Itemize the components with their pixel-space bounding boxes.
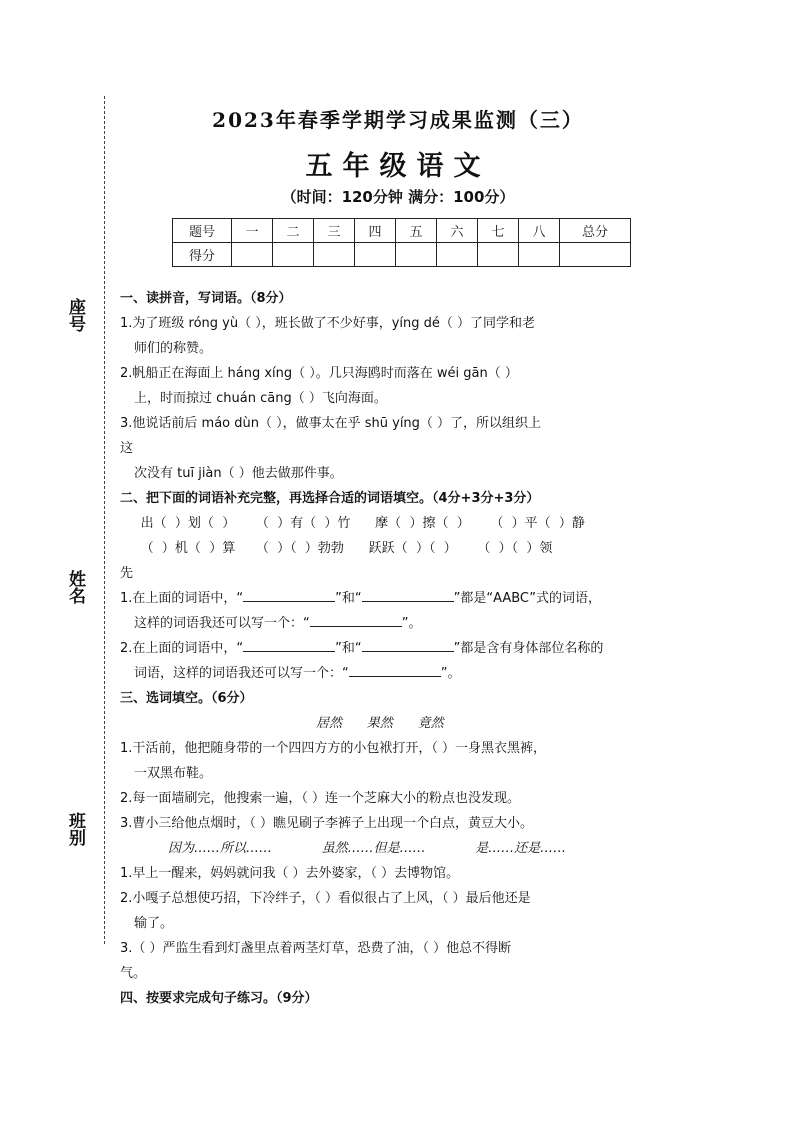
binding-dashed-line xyxy=(104,96,105,944)
score-table-cell: 二 xyxy=(273,219,314,243)
question-text xyxy=(120,611,676,636)
score-row-label: 得分 xyxy=(173,243,232,267)
score-table-cell: 七 xyxy=(478,219,519,243)
question-text: 2.帆船正在海面上 háng xíng（ ）。几只海鸥时而落在 wéi gān（ ） xyxy=(120,366,518,381)
question-text-part: ”。 xyxy=(440,666,461,681)
idiom-row-wrap: 先 xyxy=(120,566,134,581)
seat-number-label: 座号 xyxy=(65,298,85,332)
score-table-cell: 四 xyxy=(355,219,396,243)
class-label: 班别 xyxy=(65,812,85,846)
score-table-cell: 三 xyxy=(314,219,355,243)
question-text-part: ”和“ xyxy=(335,641,362,656)
section-2-title: 二、把下面的词语补充完整，再选择合适的词语填空。（4分+3分+3分） xyxy=(120,491,540,506)
answer-blank[interactable] xyxy=(243,637,335,652)
question-text: 1.早上一醒来，妈妈就问我（ ）去外婆家，（ ）去博物馆。 xyxy=(120,866,460,881)
question-text xyxy=(120,661,676,686)
section-4-title: 四、按要求完成句子练习。（9分） xyxy=(120,991,318,1006)
exam-meta: （时间：120分钟 满分：100分） xyxy=(281,188,515,206)
question-text-part: 这样的词语我还可以写一个：“ xyxy=(134,616,310,631)
score-table-header-row xyxy=(173,219,631,243)
question-text: 上，时而掠过 chuán cāng（ ）飞向海面。 xyxy=(134,391,387,406)
section-3-title: 三、选词填空。（6分） xyxy=(120,691,253,706)
idiom-row: 出（ ）划（ ） （ ）有（ ）竹 摩（ ）擦（ ） （ ）平（ ）静 xyxy=(120,516,585,531)
question-text-part: 词语，这样的词语我还可以写一个：“ xyxy=(134,666,349,681)
answer-blank[interactable] xyxy=(362,637,454,652)
score-table-cell: 总分 xyxy=(560,219,631,243)
question-text: 2.小嘎子总想使巧招，下冷绊子，（ ）看似很占了上风，（ ）最后他还是 xyxy=(120,891,531,906)
score-table-cell: 五 xyxy=(396,219,437,243)
score-input-cell[interactable] xyxy=(437,243,478,267)
section-1-title: 一、读拼音，写词语。（8分） xyxy=(120,291,292,306)
question-text: 次没有 tuī jiàn（ ）他去做那件事。 xyxy=(134,466,343,481)
score-input-cell[interactable] xyxy=(396,243,437,267)
answer-blank[interactable] xyxy=(310,612,402,627)
name-label: 姓名 xyxy=(65,570,85,604)
answer-blank[interactable] xyxy=(243,587,335,602)
score-table-cell: 八 xyxy=(519,219,560,243)
score-input-cell[interactable] xyxy=(519,243,560,267)
score-input-cell[interactable] xyxy=(314,243,355,267)
exam-content xyxy=(120,286,676,1011)
answer-blank[interactable] xyxy=(349,662,441,677)
word-choices: 因为……所以…… 虽然……但是…… 是……还是…… xyxy=(168,841,567,856)
question-text-part: ”都是“AABC”式的词语， xyxy=(453,591,601,606)
score-table xyxy=(172,218,631,267)
question-text-part: 1.在上面的词语中，“ xyxy=(120,591,244,606)
question-text: 3.（ ）严监生看到灯盏里点着两茎灯草，恐费了油，（ ）他总不得断 xyxy=(120,941,512,956)
question-text-part: 2.在上面的词语中，“ xyxy=(120,641,244,656)
question-text: 输了。 xyxy=(134,916,174,931)
exam-title: 2023年春季学期学习成果监测（三） xyxy=(212,108,584,132)
question-text xyxy=(120,636,676,661)
question-text: 1.为了班级 róng yù（ ），班长做了不少好事，yíng dé（ ）了同学和老 xyxy=(120,316,536,331)
question-text: 3.曹小三给他点烟时，（ ）瞧见刷子李裤子上出现一个白点，黄豆大小。 xyxy=(120,816,534,831)
subject-title: 五年级语文 xyxy=(305,151,491,182)
score-input-cell[interactable] xyxy=(355,243,396,267)
score-table-cell: 题号 xyxy=(173,219,232,243)
question-text-part: ”都是含有身体部位名称的 xyxy=(453,641,604,656)
idiom-row: （ ）机（ ）算 （ ）（ ）勃勃 跃跃（ ）（ ） （ ）（ ）领 xyxy=(120,541,553,556)
question-text: 气。 xyxy=(120,966,147,981)
question-text-part: ”。 xyxy=(401,616,422,631)
question-text: 师们的称赞。 xyxy=(134,341,213,356)
score-input-cell[interactable] xyxy=(478,243,519,267)
score-table-cell: 六 xyxy=(437,219,478,243)
question-text: 2.每一面墙刷完，他搜索一遍，（ ）连一个芝麻大小的粉点也没发现。 xyxy=(120,791,521,806)
question-text: 1.干活前，他把随身带的一个四四方方的小包袱打开，（ ）一身黑衣黑裤， xyxy=(120,741,547,756)
answer-blank[interactable] xyxy=(362,587,454,602)
question-text: 一双黑布鞋。 xyxy=(134,766,213,781)
question-text: 这 xyxy=(120,441,134,456)
score-table-score-row xyxy=(173,243,631,267)
score-table-cell: 一 xyxy=(232,219,273,243)
score-input-cell[interactable] xyxy=(232,243,273,267)
question-text: 3.他说话前后 máo dùn（ ），做事太在乎 shū yíng（ ）了，所以组织上 xyxy=(120,416,542,431)
score-input-cell[interactable] xyxy=(560,243,631,267)
score-input-cell[interactable] xyxy=(273,243,314,267)
question-text xyxy=(120,586,676,611)
question-text-part: ”和“ xyxy=(335,591,362,606)
word-choices: 居然 果然 竟然 xyxy=(316,716,444,731)
